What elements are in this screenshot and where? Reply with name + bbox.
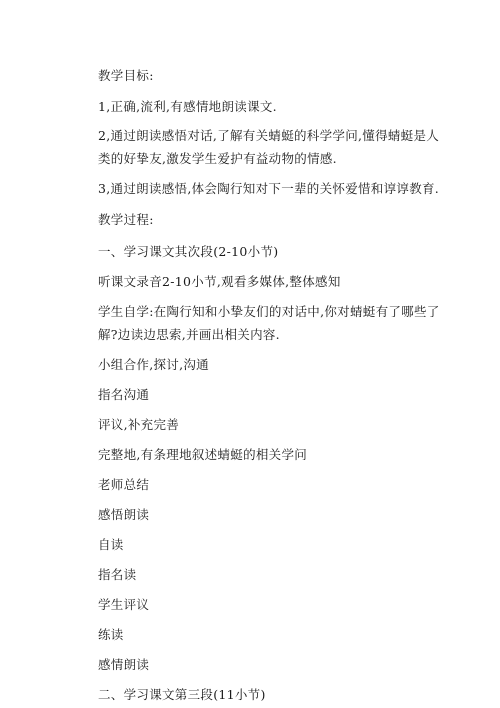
- step-self-study: 学生自学:在陶行知和小挚友们的对话中,你对蜻蜓有了哪些了解?边读边思索,并画出相关内容.: [98, 304, 440, 342]
- section-heading-2: 二、学习课文第三段(11小节): [98, 687, 266, 702]
- step-teacher-summary: 老师总结: [98, 477, 150, 492]
- step-listen-recording: 听课文录音2-10小节,观看多媒体,整体感知: [98, 274, 341, 289]
- heading-teaching-goals: 教学目标:: [98, 68, 154, 83]
- step-emotional-reading: 感情朗读: [98, 657, 150, 672]
- step-student-comment: 学生评议: [98, 597, 150, 612]
- step-group-work: 小组合作,探讨,沟通: [98, 357, 209, 372]
- step-narrate: 完整地,有条理地叙述蜻蜓的相关学问: [98, 447, 308, 462]
- step-named-exchange: 指名沟通: [98, 387, 150, 402]
- step-named-reading: 指名读: [98, 567, 137, 582]
- goal-item-2: 2,通过朗读感悟对话,了解有关蜻蜓的科学学问,懂得蜻蜓是人类的好挚友,激发学生爱护有益动物的情感.: [98, 128, 440, 166]
- step-feeling-reading: 感悟朗读: [98, 507, 150, 522]
- step-self-reading: 自读: [98, 537, 124, 552]
- step-comment-supplement: 评议,补充完善: [98, 417, 180, 432]
- step-practice-reading: 练读: [98, 627, 124, 642]
- heading-teaching-process: 教学过程:: [98, 212, 154, 227]
- section-heading-1: 一、学习课文其次段(2-10小节): [98, 244, 279, 259]
- goal-item-1: 1,正确,流利,有感情地朗读课文.: [98, 99, 277, 114]
- goal-item-3: 3,通过朗读感悟,体会陶行知对下一辈的关怀爱惜和谆谆教育.: [98, 181, 440, 196]
